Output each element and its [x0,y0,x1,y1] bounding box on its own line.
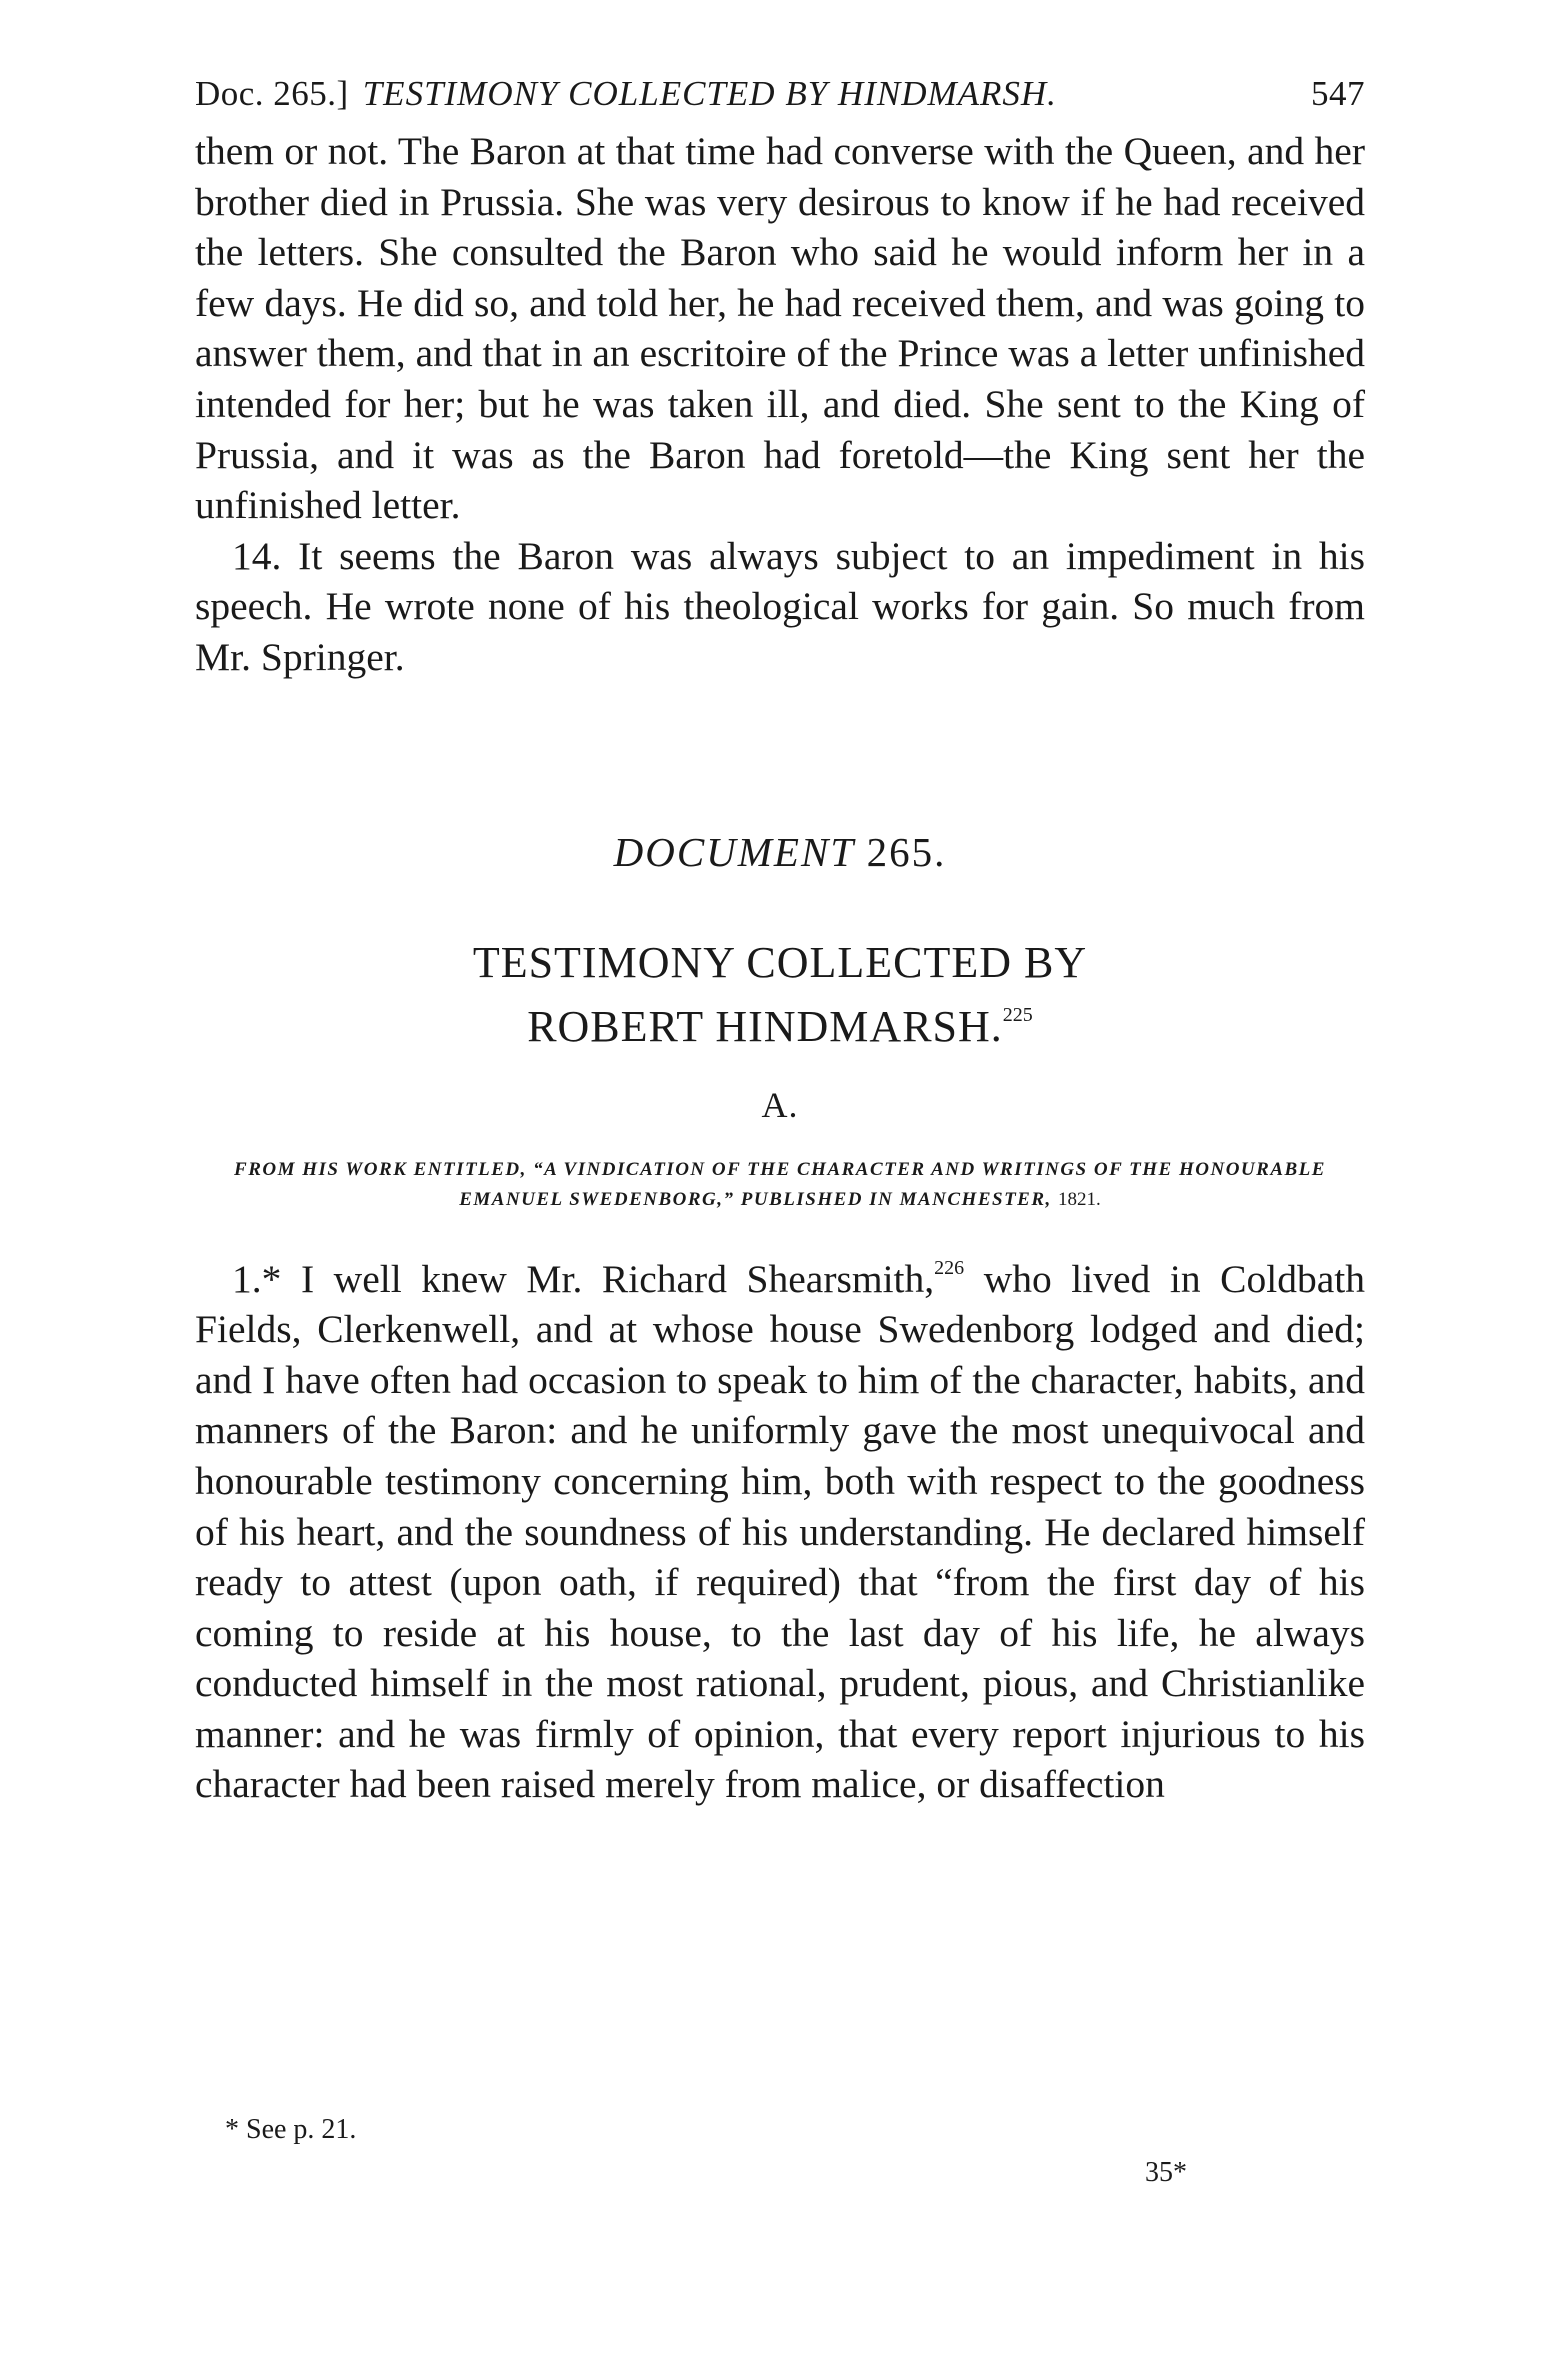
testimony-text [195,1243,1365,1811]
document-heading-label: DOCUMENT [613,828,855,875]
source-note [195,1155,1365,1215]
running-head [195,70,1365,126]
title-footnote-ref: 225 [1002,1003,1033,1026]
signature-mark: 35* [1145,2157,1187,2188]
paragraph-continued: them or not. The Baron at that time had converse with the Queen, and her brother died in Prussia. She was very desirous to know if he had received the letters. She consulted the Baron who said he would inform her in a few days. He did so, and told her, he had received them, and was going to answer them, and that in an escritoire of the Prince was a letter unfinished intended for her; but he was taken ill, and died. She sent to the King of Prussia, and it was as the Baron had foretold—the King sent her the unfinished letter. [195,129,1365,528]
paragraph-14: 14. It seems the Baron was always subject to an impediment in his speech. He wrote none of his theological works for gain. So much from Mr. Springer. [195,533,1365,679]
running-head-doc-ref: Doc. 265.] [195,74,349,113]
continued-text [195,126,1365,683]
document-title-line-2: ROBERT HINDMARSH. [527,1001,1003,1051]
testimony-rest: who lived in Coldbath Fields, Clerkenwell, and at whose house Swedenborg lodged and died; and I have often had occasion to speak to him of the character, habits, and manners of the Baron: and he uniformly gave the most unequivocal and honourable testimony concerning him, both with respect to the goodness of his heart, and the soundness of his understanding. He declared himself ready to attest (upon oath, if required) that “from the first day of his coming to reside at his house, to the last day of his life, he always conducted himself in the most rational, prudent, pious, and Christianlike manner: and he was firmly of opinion, that every report injurious to his character had been raised merely from malice, or disaffection [195,1256,1365,1807]
source-note-text: FROM HIS WORK ENTITLED, “A VINDICATION OF THE CHARACTER AND WRITINGS OF THE HONOURABLE EMANUEL SWEDENBORG,” PUBLISHED IN MANCHESTER, [234,1158,1326,1210]
running-head-title: TESTIMONY COLLECTED BY HINDMARSH. [362,74,1057,113]
testimony-opening: 1.* I well knew Mr. Richard Shearsmith, [232,1256,935,1301]
section-letter: A. [761,1084,799,1125]
page-number: 547 [1311,74,1365,113]
source-note-year: 1821. [1058,1188,1101,1210]
document-heading [195,825,1365,879]
page [195,70,1365,1810]
document-title-line-1: TESTIMONY COLLECTED BY [472,937,1088,987]
testimony-footnote-ref: 226 [934,1256,965,1279]
footnote: * See p. 21. [225,2114,357,2145]
document-heading-number: 265. [866,828,947,875]
document-title [195,937,1365,1053]
paragraph-1 [195,1243,1365,1811]
